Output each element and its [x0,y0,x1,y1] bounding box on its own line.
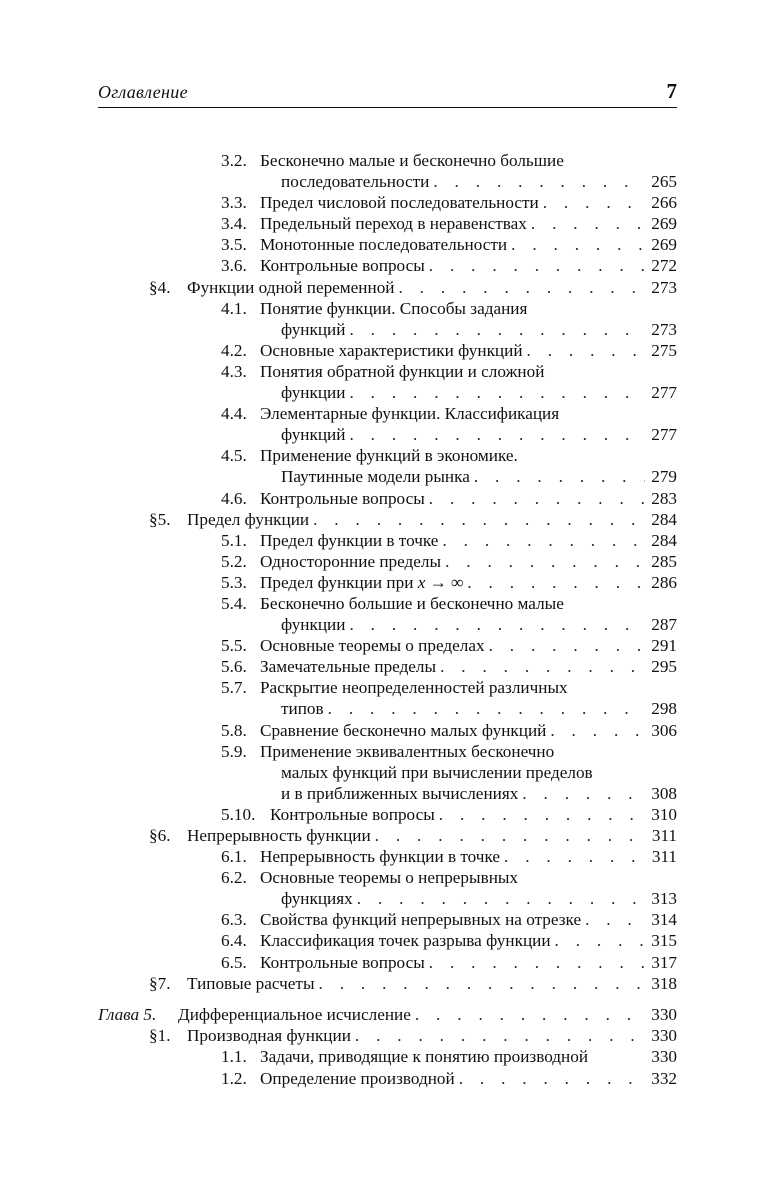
dot-leader [429,171,645,192]
toc-entry-title: Основные теоремы о непрерывных [260,868,519,888]
dot-leader [436,656,645,677]
dot-leader [470,466,645,487]
toc-entry-number: 3.3. [221,193,247,213]
toc-entry-title: Типовые расчеты [187,973,315,993]
toc-entry-number: 5.8. [221,720,247,740]
toc-entry-page: 295 [651,657,677,677]
toc-entry-title: Сравнение бесконечно малых функций [260,720,547,740]
toc-section[interactable] [98,1025,677,1046]
toc-entry-page: 265 [651,172,677,192]
toc-entry-title: Раскрытие неопределенностей различных [260,678,568,698]
toc-entry-number: 6.5. [221,952,247,972]
toc-entry-number: 3.2. [221,151,247,170]
toc-entry-page: 318 [651,973,677,993]
toc-entry-number: 4.4. [221,404,247,424]
toc-entry[interactable] [98,1046,677,1067]
toc-entry[interactable] [98,720,677,741]
toc-entry-title: Элементарные функции. Классификация [260,404,560,424]
toc-entry[interactable] [98,952,677,973]
toc-entry-page: 315 [651,931,677,951]
dot-leader [425,952,645,973]
toc-entry-title: Непрерывность функции в точке [260,847,500,867]
toc-entry-number: 3.6. [221,256,247,276]
toc-entry-title: Понятия обратной функции и сложной [260,361,545,381]
toc-entry[interactable] [98,677,677,698]
dot-leader [425,488,645,509]
dot-leader [518,783,645,804]
toc-entry[interactable] [98,741,677,762]
toc-entry-number: 1.2. [221,1068,247,1088]
toc-entry-title: Определение производной [260,1068,455,1088]
toc-entry[interactable] [98,488,677,509]
toc-entry[interactable] [98,635,677,656]
toc-entry-number: 5.4. [221,593,247,613]
toc-entry-title: функций [281,425,346,445]
toc-entry-page: 285 [651,551,677,571]
toc-entry-page: 298 [651,699,677,719]
toc-chapter-number: Глава 5. [98,1005,157,1025]
toc-entry-title: последовательности [281,172,430,192]
dot-leader [345,382,645,403]
toc-entry-title: функции [281,383,346,403]
dot-leader [309,509,645,530]
table-of-contents [98,150,677,1089]
dot-leader [527,213,645,234]
toc-entry[interactable] [98,656,677,677]
dot-leader [539,192,645,213]
toc-entry-title: функции [281,615,346,635]
running-header [98,80,677,106]
dot-leader [411,1004,645,1025]
toc-entry-title: малых функций при вычислении пределов [281,762,593,782]
dot-leader [485,635,645,656]
toc-entry-number: §7. [149,973,171,993]
toc-entry-page: 284 [651,530,677,550]
dot-leader [441,551,645,572]
toc-entry-title: функций [281,319,346,339]
toc-entry[interactable] [98,234,677,255]
dot-leader [455,1068,645,1089]
toc-entry-page: 291 [651,636,677,656]
toc-entry[interactable] [98,213,677,234]
toc-entry-title: Понятие функции. Способы задания [260,298,528,318]
toc-entry-title: Предел функции [187,509,310,529]
page-number: 7 [666,79,677,103]
toc-entry-page: 286 [651,572,677,592]
toc-entry[interactable] [98,909,677,930]
toc-section[interactable] [98,277,677,298]
toc-entry-title: Задачи, приводящие к понятию производной [260,1047,589,1067]
dot-leader [523,340,645,361]
toc-entry-number: §4. [149,277,171,297]
toc-entry-page: 311 [651,847,677,867]
dot-leader [345,424,645,445]
toc-entry-page: 287 [651,615,677,635]
toc-entry-title: Предельный переход в неравенствах [260,214,527,234]
toc-entry-title: Непрерывность функции [187,826,371,845]
dot-leader [425,255,645,276]
toc-entry-title: Предел функции при [260,572,414,592]
toc-entry-title: Паутинные модели рынка [281,467,470,487]
toc-entry-page: 283 [651,488,677,508]
dot-leader [546,720,645,741]
toc-entry-title: Свойства функций непрерывных на отрезке [260,910,582,930]
toc-entry-number: 5.5. [221,636,247,656]
toc-entry-continuation[interactable] [98,382,677,403]
toc-entry-title: Односторонние пределы [260,551,442,571]
dot-leader [581,909,645,930]
toc-entry-page: 269 [651,235,677,255]
toc-entry-number: 5.7. [221,678,247,698]
toc-entry-number: 1.1. [221,1047,247,1067]
toc-entry-page: 266 [651,193,677,213]
toc-entry-number: 4.1. [221,298,247,318]
toc-entry-title: Контрольные вопросы [260,256,425,276]
toc-entry-page: 269 [651,214,677,234]
toc-entry-number: 5.3. [221,572,247,592]
toc-entry-number: 6.1. [221,847,247,867]
toc-entry-continuation[interactable] [98,888,677,909]
toc-entry-title: Основные теоремы о пределах [260,636,485,656]
dot-leader [345,319,645,340]
toc-entry-number: 4.3. [221,361,247,381]
dot-leader [507,234,645,255]
toc-entry[interactable] [98,930,677,951]
toc-entry-number: 5.2. [221,551,247,571]
dot-leader [353,888,645,909]
toc-entry-title: Функции одной переменной [187,277,395,297]
header-rule [98,107,677,108]
dot-leader [438,530,645,551]
toc-entry-title: Монотонные последовательности [260,235,508,255]
toc-entry-number: 6.2. [221,868,247,888]
toc-entry[interactable] [98,572,677,593]
toc-entry-page: 330 [651,1047,677,1067]
toc-entry-continuation[interactable] [98,762,677,783]
toc-entry-number: §1. [149,1026,171,1046]
toc-chapter[interactable] [98,1004,677,1025]
toc-entry-page: 277 [651,425,677,445]
toc-entry-title: Предел функции в точке [260,530,439,550]
toc-entry-page: 275 [651,340,677,360]
toc-entry-number: 3.4. [221,214,247,234]
toc-entry-page: 284 [651,509,677,529]
toc-entry-title: Производная функции [187,1026,351,1046]
toc-entry-title: Замечательные пределы [260,657,437,677]
toc-entry-number: 5.6. [221,657,247,677]
toc-entry-number: 5.10. [221,804,256,824]
dot-leader [394,277,645,298]
toc-entry-number: 6.3. [221,910,247,930]
toc-entry-number: 6.4. [221,931,247,951]
toc-entry-page: 332 [651,1068,677,1088]
toc-entry-continuation[interactable] [98,171,677,192]
toc-entry-page: 311 [651,826,677,845]
toc-entry-page: 314 [651,910,677,930]
toc-section[interactable] [98,825,677,846]
toc-entry-number: 4.2. [221,340,247,360]
toc-entry-page: 317 [651,952,677,972]
toc-entry-title: функциях [281,889,353,909]
toc-entry-title: Классификация точек разрыва функции [260,931,551,951]
toc-section[interactable] [98,509,677,530]
toc-entry-title: Бесконечно малые и бесконечно большие [260,151,564,170]
toc-entry-title: Бесконечно большие и бесконечно малые [260,593,564,613]
toc-entry[interactable] [98,804,677,825]
toc-entry[interactable] [98,255,677,276]
dot-leader [315,973,646,994]
toc-entry[interactable] [98,298,677,319]
toc-entry-title: типов [281,699,324,719]
toc-entry[interactable] [98,150,677,171]
toc-entry-continuation[interactable] [98,698,677,719]
toc-entry[interactable] [98,403,677,424]
toc-entry-number: 5.9. [221,741,247,761]
toc-entry-title: Дифференциальное исчисление [178,1005,411,1025]
toc-entry[interactable] [98,593,677,614]
toc-entry[interactable] [98,361,677,382]
toc-entry-title: Предел числовой последовательности [260,193,539,213]
dot-leader [463,572,645,593]
toc-entry[interactable] [98,551,677,572]
dot-leader [435,804,645,825]
toc-entry-title: Контрольные вопросы [260,488,425,508]
toc-entry-continuation[interactable] [98,614,677,635]
dot-leader [324,698,645,719]
toc-entry-page: 308 [651,783,677,803]
toc-entry-page: 273 [651,319,677,339]
dot-leader [371,825,645,846]
toc-entry-math: x → ∞ [417,572,464,592]
toc-entry-page: 306 [651,720,677,740]
toc-entry-page: 330 [651,1026,677,1046]
toc-entry-continuation[interactable] [98,319,677,340]
dot-leader [345,614,645,635]
toc-entry-continuation[interactable] [98,424,677,445]
toc-entry-page: 273 [651,277,677,297]
dot-leader [500,846,645,867]
toc-entry-number: 5.1. [221,530,247,550]
toc-entry[interactable] [98,340,677,361]
toc-entry[interactable] [98,530,677,551]
toc-entry[interactable] [98,1068,677,1089]
toc-entry-number: §6. [149,826,171,845]
toc-entry-page: 277 [651,383,677,403]
toc-entry-title: Контрольные вопросы [260,952,425,972]
toc-entry-title: и в приближенных вычислениях [281,783,519,803]
toc-entry[interactable] [98,867,677,888]
toc-entry-number: 4.6. [221,488,247,508]
toc-entry-number: 3.5. [221,235,247,255]
dot-leader [551,930,645,951]
toc-entry[interactable] [98,192,677,213]
toc-entry[interactable] [98,846,677,867]
toc-entry-page: 330 [651,1005,677,1025]
toc-entry-page: 279 [651,467,677,487]
toc-entry-title: Основные характеристики функций [260,340,523,360]
dot-leader [351,1025,645,1046]
toc-entry-page: 310 [651,804,677,824]
toc-section[interactable] [98,973,677,994]
toc-entry-page: 272 [651,256,677,276]
toc-entry[interactable] [98,445,677,466]
toc-entry-title: Применение функций в экономике. [260,446,518,466]
toc-entry-title: Применение эквивалентных бесконечно [260,741,555,761]
toc-entry-continuation[interactable] [98,783,677,804]
toc-entry-number: §5. [149,509,171,529]
toc-entry-continuation[interactable] [98,466,677,487]
toc-entry-page: 313 [651,889,677,909]
toc-entry-title: Контрольные вопросы [270,804,435,824]
running-header-title: Оглавление [98,82,188,102]
toc-entry-number: 4.5. [221,446,247,466]
